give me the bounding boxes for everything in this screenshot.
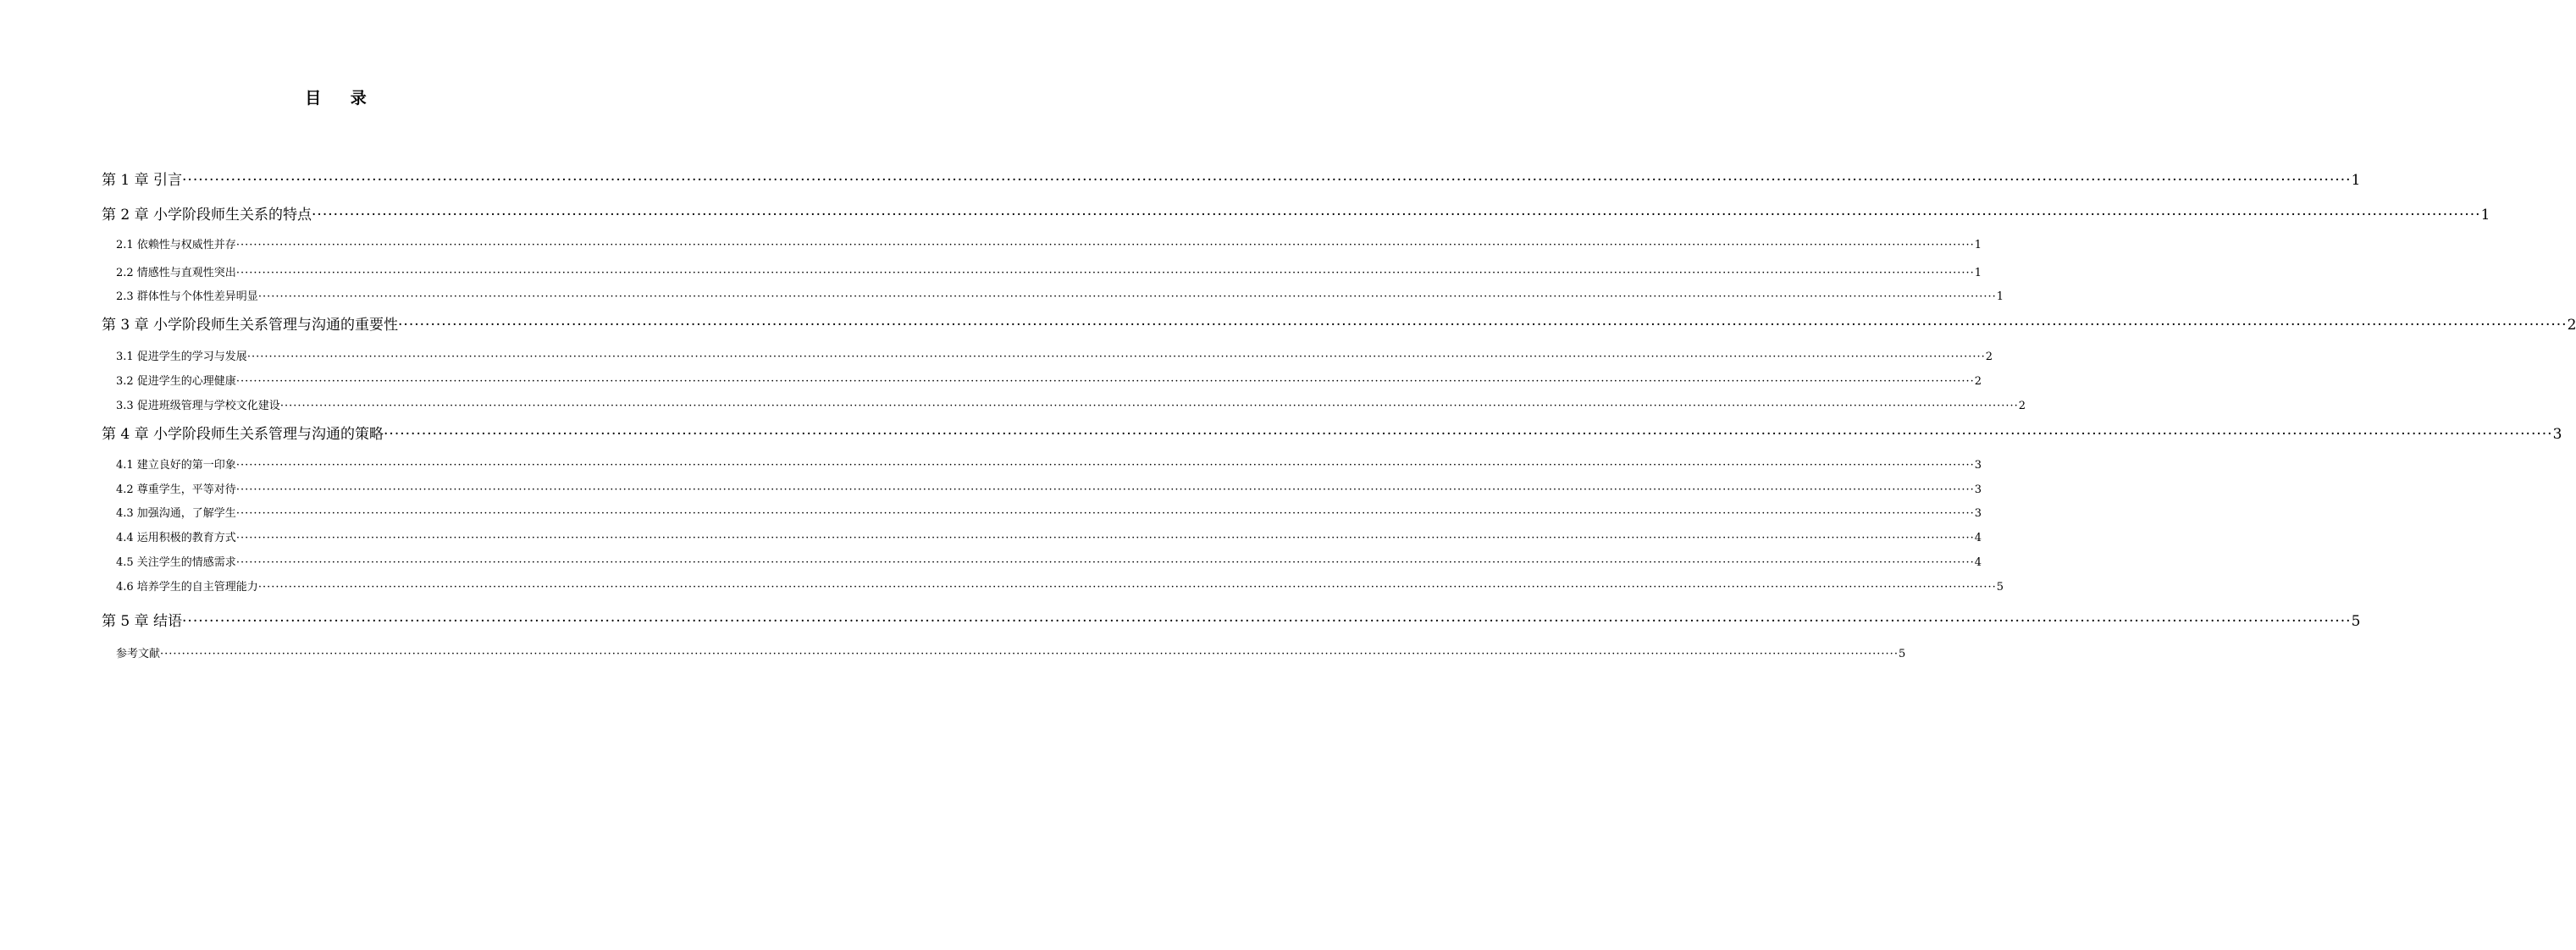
toc-section-4-5[interactable] — [116, 555, 1982, 571]
toc-page-number: 3 — [1974, 507, 1982, 520]
toc-section-3-3[interactable] — [116, 399, 2026, 414]
toc-label: 2.1 依赖性与权威性并存 — [116, 239, 236, 251]
toc-leader-dots: ················································································································································································································································································································································································································ — [398, 317, 2568, 334]
toc-page-number: 5 — [1898, 648, 1906, 660]
toc-label: 4.6 培养学生的自主管理能力 — [116, 581, 258, 594]
toc-leader-dots: ················································································································································································································································································································································································································ — [246, 351, 1986, 363]
toc-label: 第 2 章 小学阶段师生关系的特点 — [102, 207, 312, 224]
toc-leader-dots: ················································································································································································································································································································································································································ — [235, 556, 1975, 569]
toc-page-number: 2 — [1985, 351, 1993, 363]
toc-leader-dots: ················································································································································································································································································································································································································ — [235, 459, 1975, 472]
toc-label: 4.2 尊重学生，平等对待 — [116, 483, 236, 496]
toc-page-number: 3 — [2552, 426, 2562, 443]
toc-section-3-1[interactable] — [116, 350, 1993, 365]
toc-leader-dots: ················································································································································································································································································································································································································ — [160, 648, 1899, 660]
toc-leader-dots: ················································································································································································································································································································································································································ — [182, 613, 2352, 630]
toc-section-2-2[interactable] — [116, 266, 1982, 281]
toc-page-number: 4 — [1974, 556, 1982, 569]
toc-chapter-4[interactable] — [102, 425, 2562, 444]
toc-page-number: 2 — [2018, 400, 2026, 412]
toc-leader-dots: ················································································································································································································································································································································································································ — [235, 267, 1975, 279]
toc-page-number: 1 — [1996, 290, 2004, 303]
toc-references[interactable] — [116, 647, 1906, 662]
toc-label: 4.3 加强沟通，了解学生 — [116, 507, 236, 520]
toc-leader-dots: ················································································································································································································································································································································································································ — [235, 375, 1975, 388]
toc-chapter-1[interactable] — [102, 171, 2361, 190]
toc-leader-dots: ················································································································································································································································································································································································································ — [257, 581, 1997, 594]
toc-chapter-3[interactable] — [102, 316, 2576, 334]
toc-leader-dots: ················································································································································································································································································································································································································ — [279, 400, 2019, 412]
page-title: 目 录 — [305, 89, 379, 108]
toc-leader-dots: ················································································································································································································································································································································································································ — [312, 207, 2481, 224]
toc-page-number: 3 — [1974, 483, 1982, 496]
toc-section-4-6[interactable] — [116, 580, 2004, 595]
toc-label: 第 5 章 结语 — [102, 613, 183, 630]
toc-page-number: 2 — [2567, 317, 2576, 334]
toc-label: 参考文献 — [116, 648, 161, 660]
toc-leader-dots: ················································································································································································································································································································································································································ — [235, 239, 1975, 251]
toc-leader-dots: ················································································································································································································································································································································································································ — [257, 290, 1997, 303]
toc-label: 2.2 情感性与直观性突出 — [116, 267, 236, 279]
toc-page-number: 4 — [1974, 532, 1982, 544]
toc-leader-dots: ················································································································································································································································································································································································································ — [235, 483, 1975, 496]
toc-section-2-3[interactable] — [116, 290, 2004, 305]
toc-leader-dots: ················································································································································································································································································································································································································ — [384, 426, 2553, 443]
toc-label: 3.1 促进学生的学习与发展 — [116, 351, 247, 363]
toc-section-4-3[interactable] — [116, 506, 1982, 522]
toc-label: 第 3 章 小学阶段师生关系管理与沟通的重要性 — [102, 317, 399, 334]
toc-page-number: 1 — [2480, 207, 2490, 224]
toc-label: 4.5 关注学生的情感需求 — [116, 556, 236, 569]
toc-page-number: 2 — [1974, 375, 1982, 388]
toc-label: 第 1 章 引言 — [102, 172, 183, 189]
toc-page-number: 1 — [2351, 172, 2361, 189]
toc-leader-dots: ················································································································································································································································································································································································································ — [235, 507, 1975, 520]
toc-page-number: 5 — [1996, 581, 2004, 594]
toc-leader-dots: ················································································································································································································································································································································································································ — [182, 172, 2352, 189]
toc-section-4-2[interactable] — [116, 483, 1982, 498]
toc-label: 第 4 章 小学阶段师生关系管理与沟通的策略 — [102, 426, 384, 443]
toc-section-4-4[interactable] — [116, 531, 1982, 546]
toc-label: 3.2 促进学生的心理健康 — [116, 375, 236, 388]
toc-page-number: 1 — [1974, 267, 1982, 279]
toc-section-2-1[interactable] — [116, 238, 1982, 253]
toc-chapter-5[interactable] — [102, 612, 2361, 631]
toc-label: 2.3 群体性与个体性差异明显 — [116, 290, 258, 303]
toc-chapter-2[interactable] — [102, 206, 2490, 224]
toc-leader-dots: ················································································································································································································································································································································································································ — [235, 532, 1975, 544]
toc-section-3-2[interactable] — [116, 374, 1982, 389]
toc-label: 3.3 促进班级管理与学校文化建设 — [116, 400, 280, 412]
toc-label: 4.4 运用积极的教育方式 — [116, 532, 236, 544]
toc-page-number: 5 — [2351, 613, 2361, 630]
toc-page-number: 3 — [1974, 459, 1982, 472]
toc-label: 4.1 建立良好的第一印象 — [116, 459, 236, 472]
toc-page-number: 1 — [1974, 239, 1982, 251]
toc-section-4-1[interactable] — [116, 458, 1982, 473]
